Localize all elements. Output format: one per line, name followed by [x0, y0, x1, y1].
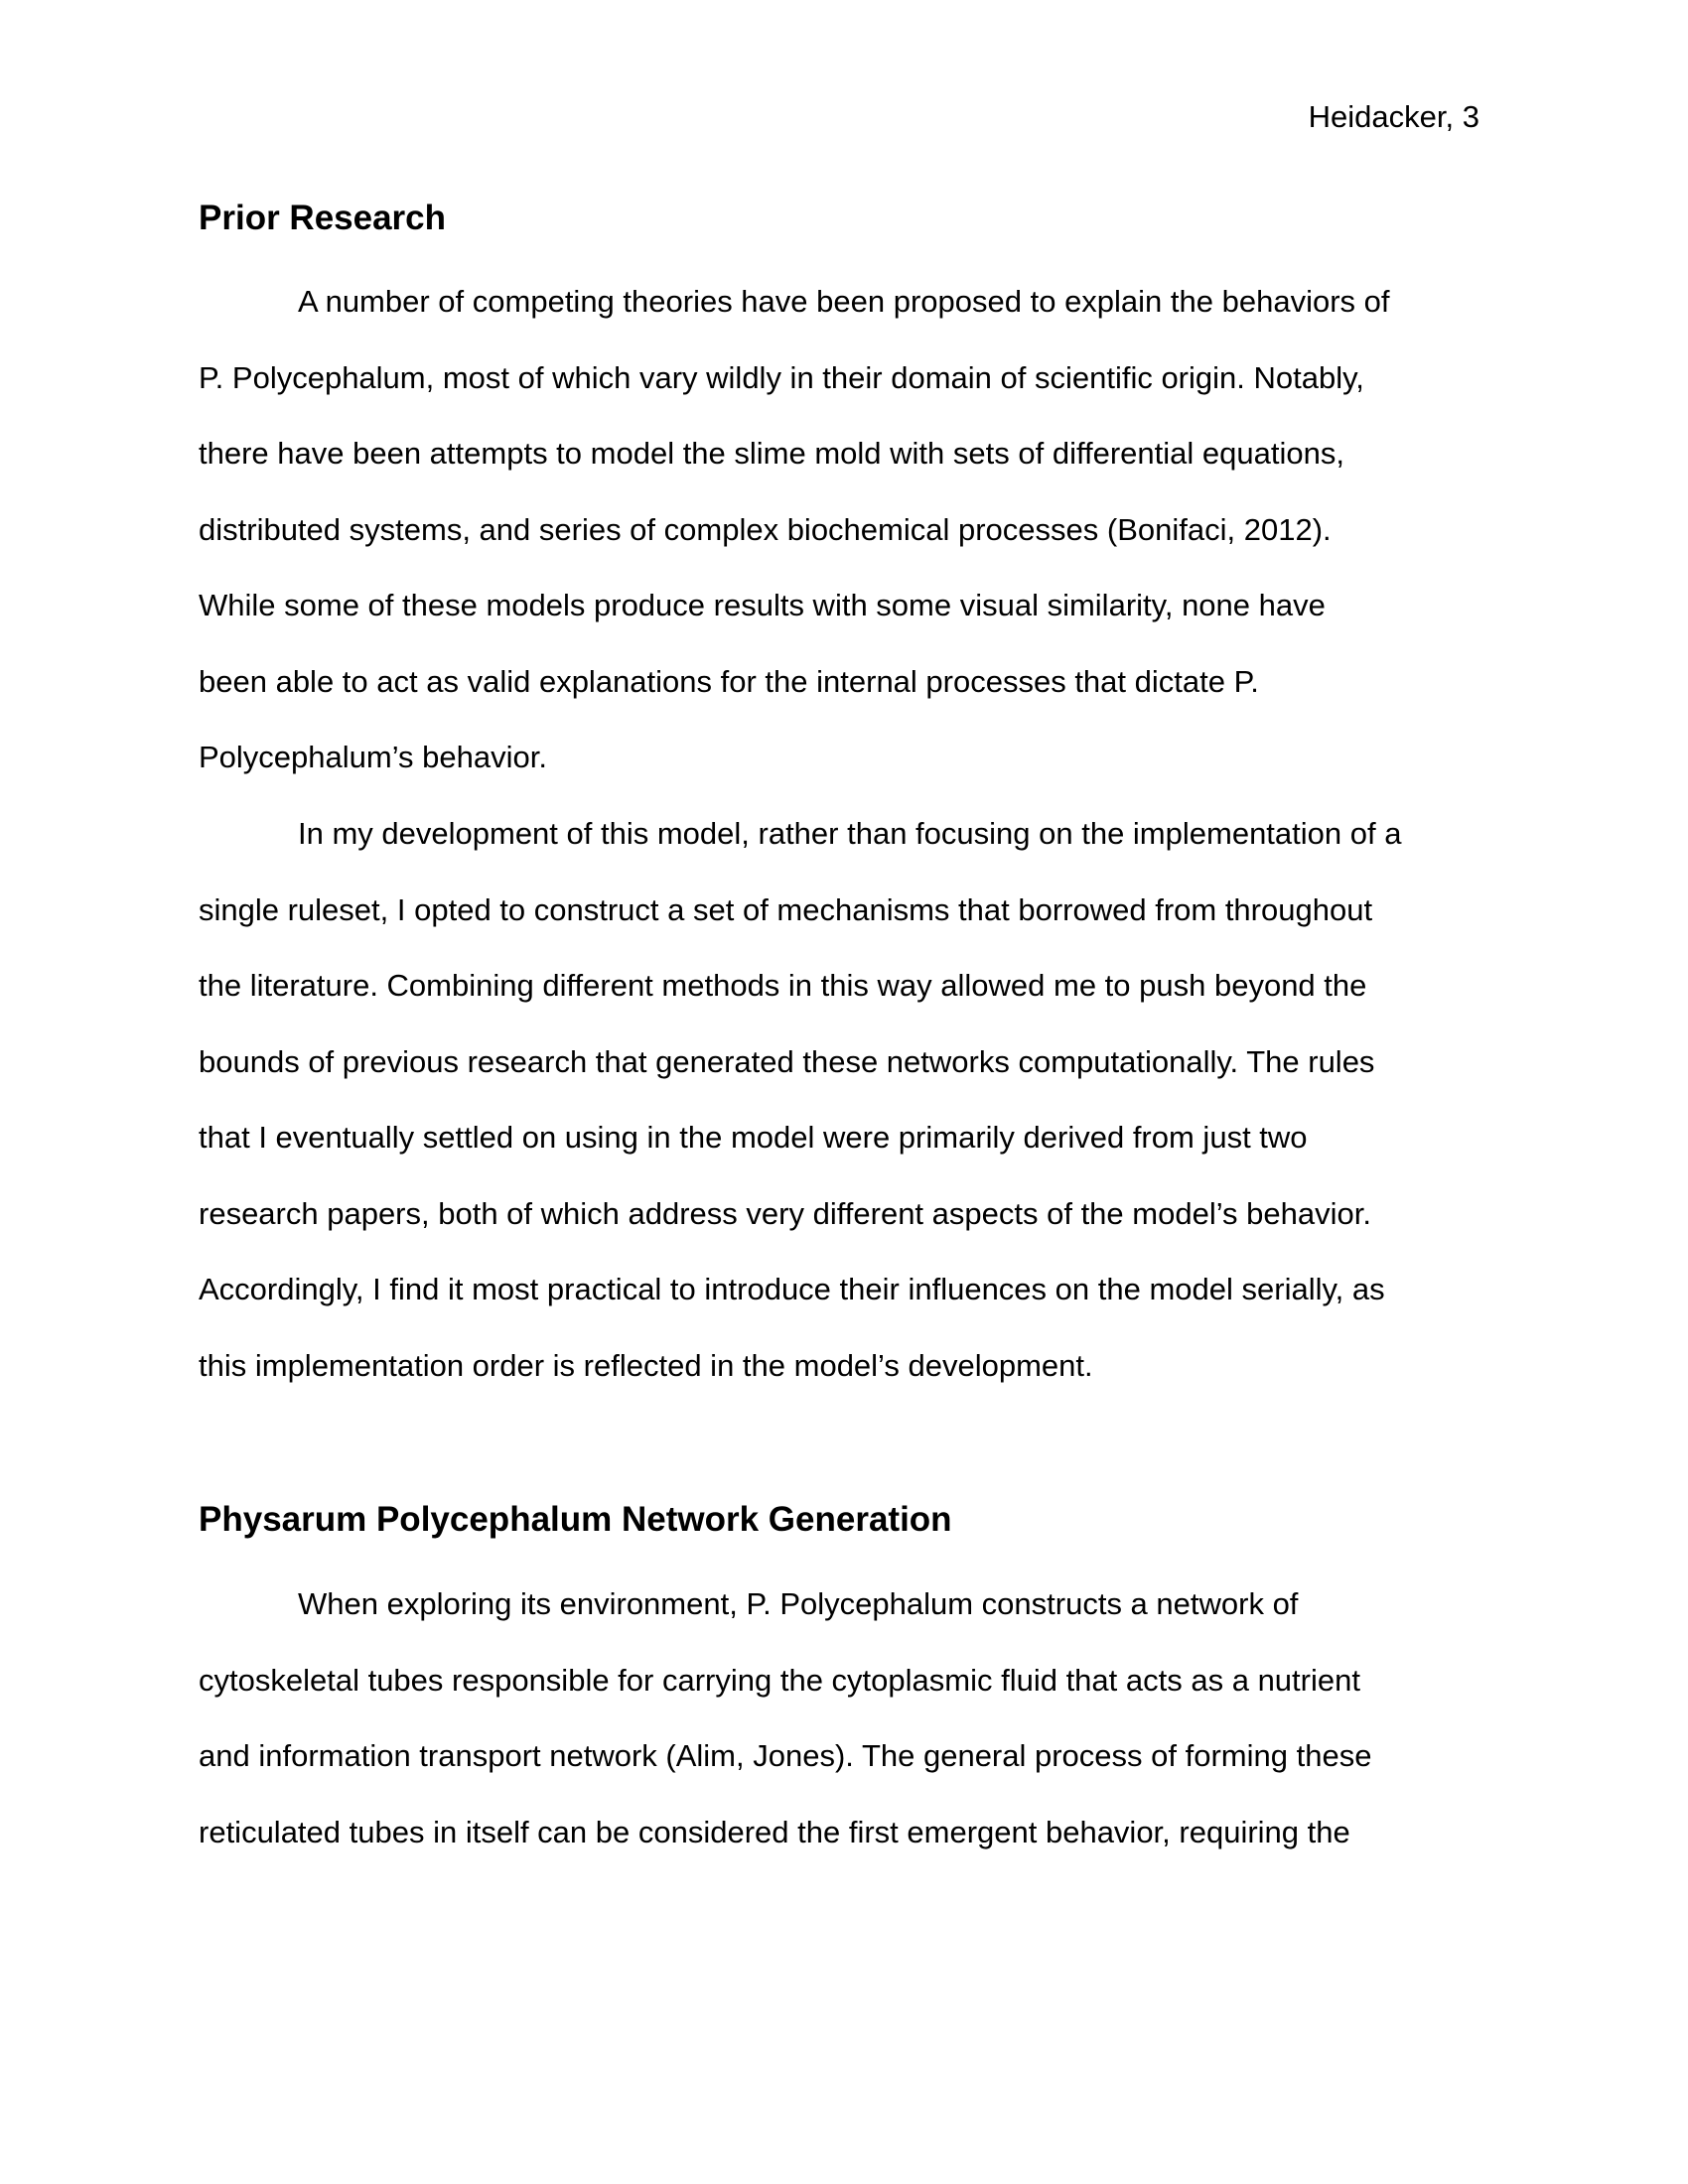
- section-heading-prior-research: Prior Research: [199, 199, 447, 237]
- text-line: distributed systems, and series of complex biochemical processes (Bonifaci, 2012).: [199, 511, 1332, 547]
- text-line: bounds of previous research that generated these networks computationally. The rules: [199, 1043, 1375, 1079]
- text-line: been able to act as valid explanations for the internal processes that dictate P.: [199, 663, 1259, 699]
- text-line: this implementation order is reflected in the model’s development.: [199, 1347, 1093, 1383]
- text-line: P. Polycephalum, most of which vary wildly in their domain of scientific origin. Notably,: [199, 359, 1364, 395]
- body-paragraph: [199, 1586, 1489, 1890]
- text-line: Accordingly, I find it most practical to introduce their influences on the model serially, as: [199, 1272, 1385, 1306]
- text-line: cytoskeletal tubes responsible for carrying the cytoplasmic fluid that acts as a nutrient: [199, 1662, 1360, 1698]
- section-heading-network-generation: Physarum Polycephalum Network Generation: [199, 1500, 952, 1539]
- running-head: Heidacker, 3: [1308, 99, 1479, 134]
- text-line: research papers, both of which address very different aspects of the model’s behavior.: [199, 1195, 1371, 1231]
- text-line: Polycephalum’s behavior.: [199, 740, 547, 774]
- text-line: In my development of this model, rather than focusing on the implementation of a: [298, 816, 1402, 851]
- text-line: A number of competing theories have been proposed to explain the behaviors of: [298, 284, 1390, 319]
- text-line: that I eventually settled on using in the model were primarily derived from just two: [199, 1120, 1308, 1155]
- text-line: When exploring its environment, P. Polycephalum constructs a network of: [298, 1586, 1299, 1621]
- text-line: While some of these models produce results with some visual similarity, none have: [199, 588, 1326, 622]
- text-line: and information transport network (Alim, Jones). The general process of forming these: [199, 1738, 1372, 1773]
- text-line: there have been attempts to model the slime mold with sets of differential equations,: [199, 436, 1344, 471]
- text-line: single ruleset, I opted to construct a set of mechanisms that borrowed from throughout: [199, 891, 1373, 927]
- body-paragraph: [199, 284, 1489, 816]
- body-paragraph: [199, 816, 1489, 1424]
- text-line: reticulated tubes in itself can be considered the first emergent behavior, requiring the: [199, 1814, 1350, 1849]
- text-line: the literature. Combining different methods in this way allowed me to push beyond the: [199, 968, 1367, 1003]
